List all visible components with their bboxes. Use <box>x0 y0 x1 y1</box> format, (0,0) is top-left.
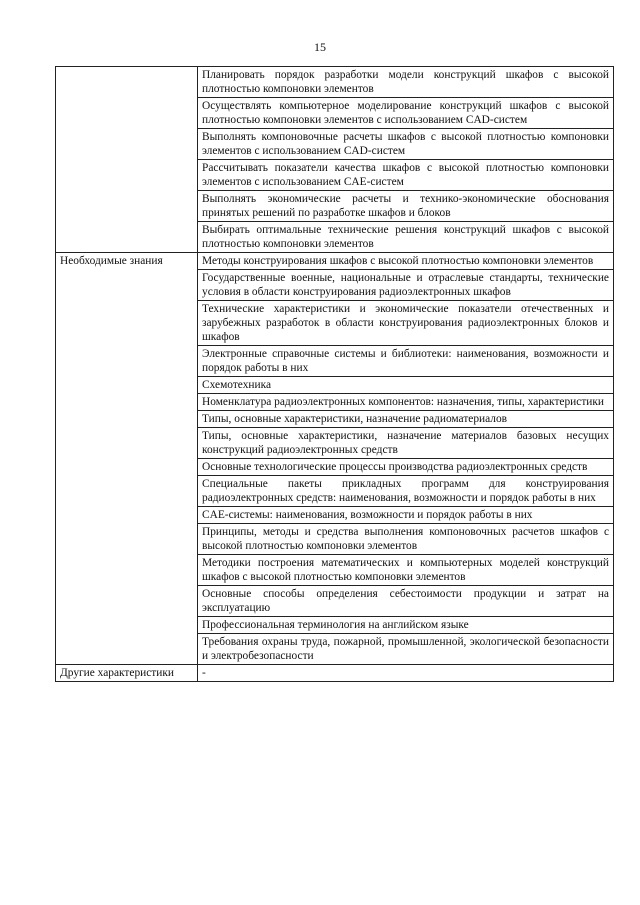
requirement-item: Номенклатура радиоэлектронных компонентов: назначения, типы, характеристики <box>198 394 614 411</box>
requirements-table <box>55 66 614 682</box>
requirement-item: Принципы, методы и средства выполнения компоновочных расчетов шкафов с высокой плотностью компоновки элементов <box>198 524 614 555</box>
requirement-item: Осуществлять компьютерное моделирование конструкций шкафов с высокой плотностью компоновки элементов с использованием CAD-систем <box>198 98 614 129</box>
section-label-cell <box>56 67 198 253</box>
requirement-item: Схемотехника <box>198 377 614 394</box>
requirement-item: Рассчитывать показатели качества шкафов с высокой плотностью компоновки элементов с использованием CAE-систем <box>198 160 614 191</box>
requirement-item: Методы конструирования шкафов с высокой плотностью компоновки элементов <box>198 253 614 270</box>
table-row <box>56 665 614 682</box>
requirement-item: Технические характеристики и экономические показатели отечественных и зарубежных разработок в области конструирования радиоэлектронных блоков и шкафов <box>198 301 614 346</box>
requirement-item: Методики построения математических и компьютерных моделей конструкций шкафов с высокой плотностью компоновки элементов <box>198 555 614 586</box>
requirement-item: Типы, основные характеристики, назначение радиоматериалов <box>198 411 614 428</box>
section-label-cell: Другие характеристики <box>56 665 198 682</box>
requirement-item: Основные способы определения себестоимости продукции и затрат на эксплуатацию <box>198 586 614 617</box>
requirement-item: Требования охраны труда, пожарной, промышленной, экологической безопасности и электробезопасности <box>198 634 614 665</box>
table-body <box>56 67 614 682</box>
requirement-item: Профессиональная терминология на английском языке <box>198 617 614 634</box>
requirement-item: Выбирать оптимальные технические решения конструкций шкафов с высокой плотностью компоновки элементов <box>198 222 614 253</box>
table-row <box>56 67 614 98</box>
requirement-item: Специальные пакеты прикладных программ для конструирования радиоэлектронных средств: наименования, возможности и порядок работы в них <box>198 476 614 507</box>
requirement-item: - <box>198 665 614 682</box>
requirement-item: Планировать порядок разработки модели конструкций шкафов с высокой плотностью компоновки элементов <box>198 67 614 98</box>
table-row <box>56 253 614 270</box>
section-label-cell: Необходимые знания <box>56 253 198 665</box>
page-number: 15 <box>314 40 326 54</box>
requirement-item: CAE-системы: наименования, возможности и порядок работы в них <box>198 507 614 524</box>
requirement-item: Выполнять экономические расчеты и технико-экономические обоснования принятых решений по разработке шкафов и блоков <box>198 191 614 222</box>
requirement-item: Выполнять компоновочные расчеты шкафов с высокой плотностью компоновки элементов с использованием CAD-систем <box>198 129 614 160</box>
requirement-item: Государственные военные, национальные и отраслевые стандарты, технические условия в области конструирования радиоэлектронных шкафов <box>198 270 614 301</box>
requirement-item: Электронные справочные системы и библиотеки: наименования, возможности и порядок работы в них <box>198 346 614 377</box>
requirement-item: Основные технологические процессы производства радиоэлектронных средств <box>198 459 614 476</box>
requirement-item: Типы, основные характеристики, назначение материалов базовых несущих конструкций радиоэлектронных средств <box>198 428 614 459</box>
